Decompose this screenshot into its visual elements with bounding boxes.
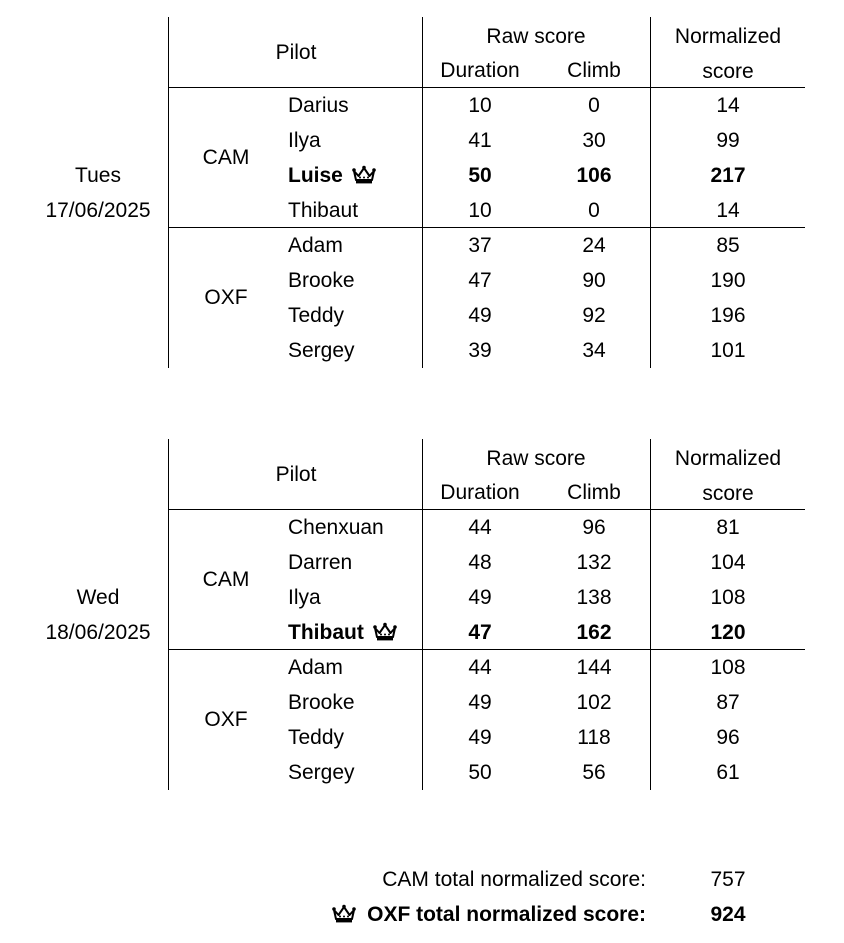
climb-cell: 24 (582, 234, 606, 257)
pilot-name-cell (288, 726, 344, 750)
pilot-name: Sergey (288, 761, 355, 784)
day-date: 17/06/2025 (45, 199, 151, 222)
normalized-cell: 87 (716, 691, 740, 714)
total-value: 924 (710, 903, 746, 926)
climb-cell: 0 (588, 199, 600, 222)
pilot-name: Thibaut (288, 199, 359, 222)
day-date: 18/06/2025 (45, 621, 151, 644)
normalized-cell: 108 (710, 586, 746, 609)
normalized-cell: 101 (710, 339, 746, 362)
climb-cell: 92 (582, 304, 606, 327)
normalized-cell: 108 (710, 656, 746, 679)
pilot-name: Teddy (288, 726, 345, 749)
climb-cell: 56 (582, 761, 606, 784)
total-label: OXF total normalized score: (367, 903, 646, 926)
duration-cell: 44 (468, 656, 492, 679)
grid-line (650, 17, 651, 368)
team-label: CAM (202, 146, 250, 169)
duration-cell: 50 (468, 761, 492, 784)
team-label: OXF (204, 708, 248, 731)
climb-header: Climb (567, 481, 621, 504)
normalized-header-2: score (702, 60, 754, 83)
raw-score-header: Raw score (486, 447, 586, 470)
pilot-name-cell (288, 621, 398, 645)
crown-icon (351, 165, 377, 185)
pilot-name: Darren (288, 551, 353, 574)
grid-line (650, 439, 651, 790)
pilot-name: Teddy (288, 304, 345, 327)
duration-cell: 39 (468, 339, 492, 362)
duration-header: Duration (440, 59, 520, 82)
climb-cell: 106 (576, 164, 612, 187)
climb-cell: 0 (588, 94, 600, 117)
duration-cell: 50 (468, 164, 492, 187)
normalized-cell: 81 (716, 516, 740, 539)
normalized-cell: 217 (710, 164, 746, 187)
duration-cell: 49 (468, 304, 492, 327)
normalized-cell: 14 (716, 94, 740, 117)
normalized-cell: 96 (716, 726, 740, 749)
duration-cell: 41 (468, 129, 492, 152)
duration-cell: 47 (468, 269, 492, 292)
duration-cell: 49 (468, 691, 492, 714)
normalized-cell: 190 (710, 269, 746, 292)
duration-cell: 47 (468, 621, 492, 644)
normalized-cell: 120 (710, 621, 746, 644)
total-value: 757 (710, 868, 746, 891)
normalized-cell: 99 (716, 129, 740, 152)
pilot-name: Sergey (288, 339, 355, 362)
climb-cell: 138 (576, 586, 612, 609)
grid-line (168, 509, 805, 510)
pilot-name-cell (288, 656, 343, 680)
pilot-name: Luise (288, 164, 343, 187)
climb-cell: 96 (582, 516, 606, 539)
climb-cell: 30 (582, 129, 606, 152)
normalized-header-2: score (702, 482, 754, 505)
total-label-cell (382, 868, 646, 892)
pilot-name: Ilya (288, 586, 321, 609)
grid-line (422, 17, 423, 368)
normalized-header: Normalized (674, 25, 782, 48)
duration-cell: 10 (468, 199, 492, 222)
pilot-name-cell (288, 199, 358, 223)
day-label: Wed (76, 586, 120, 609)
duration-cell: 10 (468, 94, 492, 117)
crown-icon (372, 622, 398, 642)
normalized-cell: 61 (716, 761, 740, 784)
duration-cell: 49 (468, 586, 492, 609)
team-label: OXF (204, 286, 248, 309)
climb-cell: 102 (576, 691, 612, 714)
grid-line (168, 227, 805, 228)
duration-cell: 49 (468, 726, 492, 749)
pilot-name: Darius (288, 94, 349, 117)
pilot-name: Chenxuan (288, 516, 384, 539)
grid-line (422, 439, 423, 790)
pilot-name: Brooke (288, 269, 355, 292)
pilot-header: Pilot (275, 41, 317, 64)
climb-cell: 90 (582, 269, 606, 292)
duration-cell: 37 (468, 234, 492, 257)
pilot-name: Ilya (288, 129, 321, 152)
normalized-cell: 104 (710, 551, 746, 574)
pilot-name-cell (288, 761, 355, 785)
pilot-name-cell (288, 516, 384, 540)
pilot-header: Pilot (275, 463, 317, 486)
pilot-name: Thibaut (288, 621, 364, 644)
pilot-name-cell (288, 164, 377, 188)
pilot-name-cell (288, 94, 349, 118)
normalized-cell: 85 (716, 234, 740, 257)
crown-icon (331, 904, 357, 924)
normalized-cell: 196 (710, 304, 746, 327)
pilot-name-cell (288, 586, 321, 610)
day-label: Tues (75, 164, 121, 187)
pilot-name: Adam (288, 234, 343, 257)
climb-cell: 144 (576, 656, 612, 679)
duration-cell: 44 (468, 516, 492, 539)
pilot-name-cell (288, 129, 321, 153)
normalized-header: Normalized (674, 447, 782, 470)
climb-header: Climb (567, 59, 621, 82)
climb-cell: 118 (577, 726, 611, 749)
normalized-cell: 14 (716, 199, 740, 222)
pilot-name: Adam (288, 656, 343, 679)
climb-cell: 162 (576, 621, 612, 644)
grid-line (168, 17, 169, 368)
total-label: CAM total normalized score: (382, 868, 646, 891)
team-label: CAM (202, 568, 250, 591)
pilot-name-cell (288, 234, 343, 258)
grid-line (168, 649, 805, 650)
duration-cell: 48 (468, 551, 492, 574)
pilot-name: Brooke (288, 691, 355, 714)
raw-score-header: Raw score (486, 25, 586, 48)
total-label-cell (331, 903, 646, 927)
climb-cell: 34 (582, 339, 606, 362)
pilot-name-cell (288, 339, 355, 363)
pilot-name-cell (288, 304, 344, 328)
pilot-name-cell (288, 691, 355, 715)
grid-line (168, 439, 169, 790)
pilot-name-cell (288, 551, 352, 575)
climb-cell: 132 (576, 551, 612, 574)
grid-line (168, 87, 805, 88)
pilot-name-cell (288, 269, 355, 293)
duration-header: Duration (440, 481, 520, 504)
